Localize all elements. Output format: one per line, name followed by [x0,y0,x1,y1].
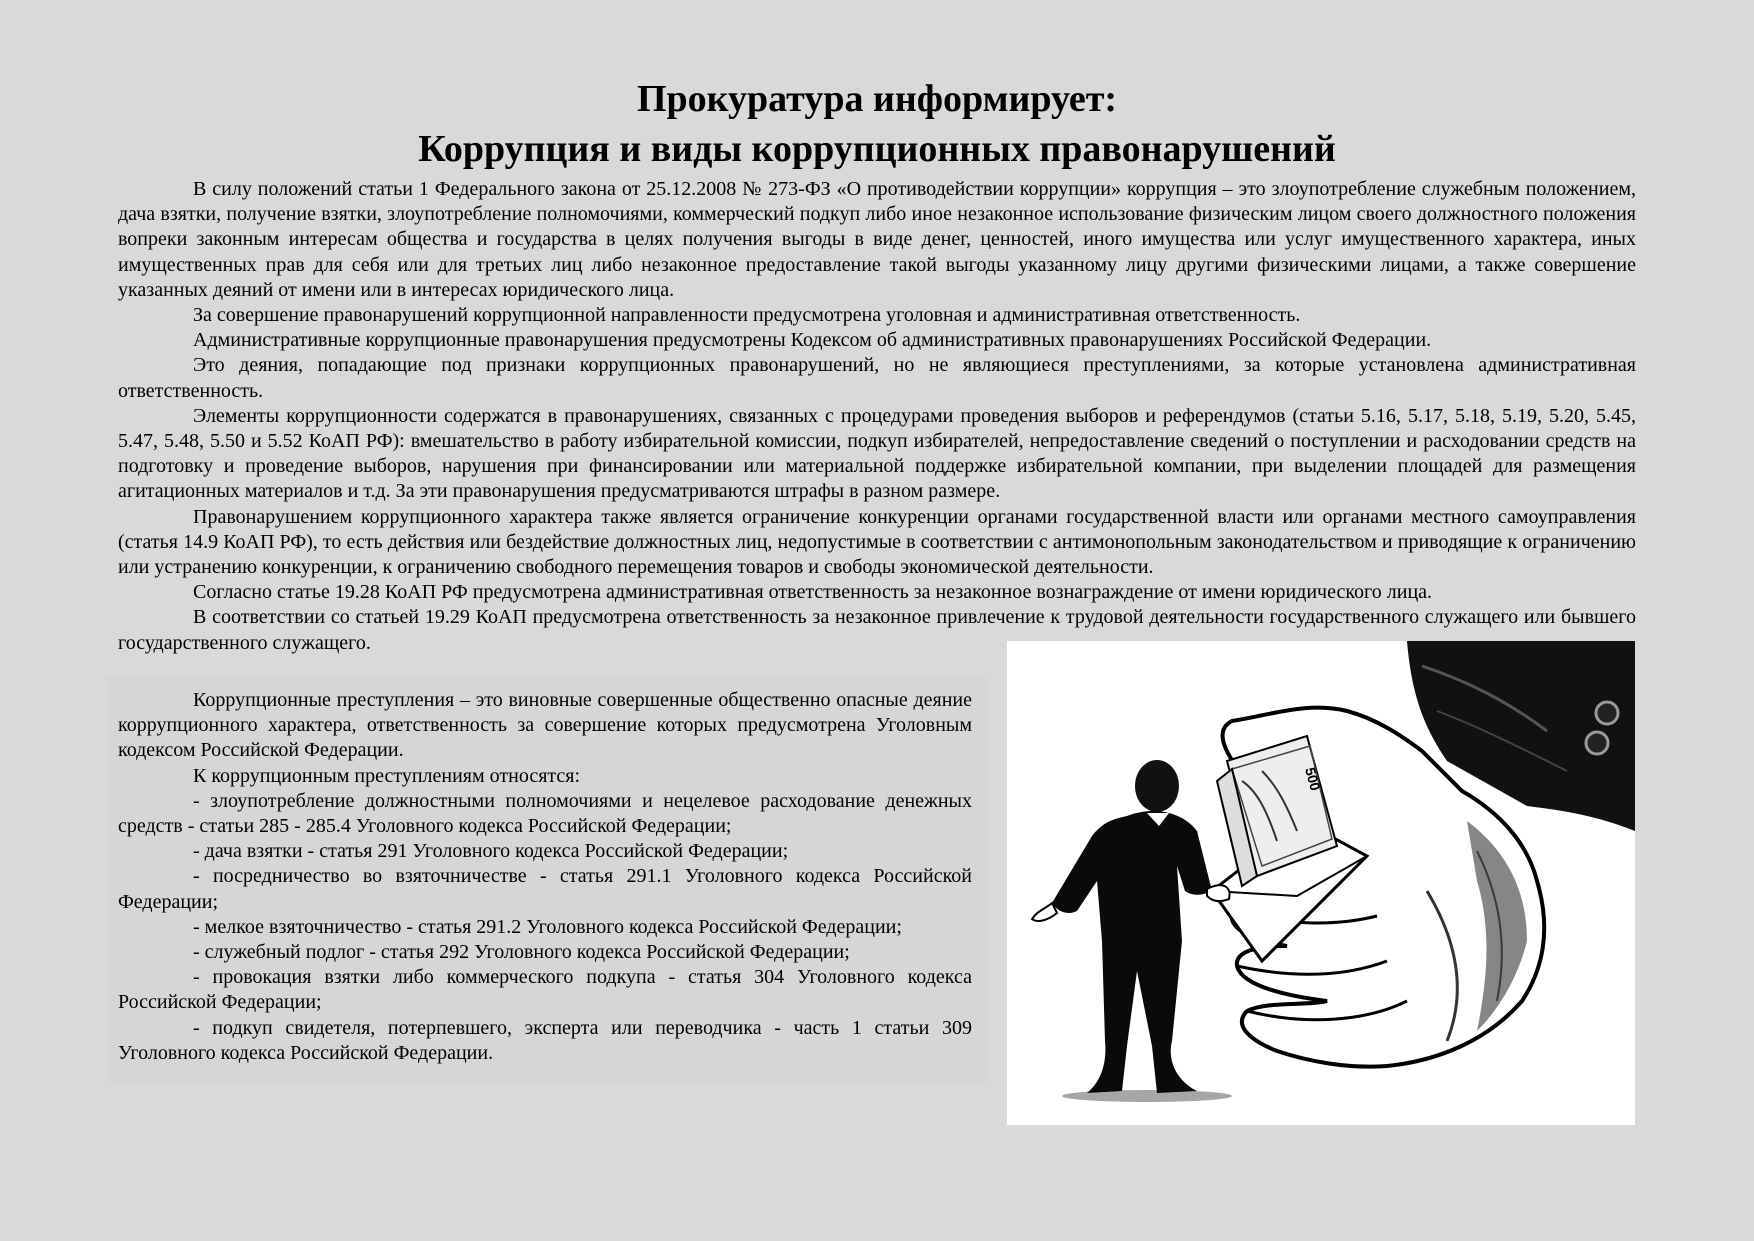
list-item: - провокация взятки либо коммерческого подкупа - статья 304 Уголовного кодекса Российской Федерации; [118,966,972,1014]
bribe-illustration [1007,641,1635,1125]
title-line-2: Коррупция и виды коррупционных правонарушений [418,128,1336,170]
list-item: - мелкое взяточничество - статья 291.2 Уголовного кодекса Российской Федерации; [193,915,902,938]
paragraph: В соответствии со статьей 19.29 КоАП предусмотрена ответственность за незаконное привлечение к трудовой деятельности государственного служащего или бывшего государственного служащего. [118,606,1636,654]
page-title [0,74,1754,174]
cuff-button [1596,702,1618,724]
paragraph: Правонарушением коррупционного характера также является ограничение конкуренции органами государственной власти или органами местного самоуправления (статья 14.9 КоАП РФ), то есть действия или бездействие должностных лиц, недопустимые в соответствии с антимонопольным законодательством и приводящие к ограничению или устранению конкуренции, к ограничению свободного перемещения товаров и свободы экономической деятельности. [118,505,1636,579]
main-body [118,177,1636,656]
cuff-button [1586,732,1608,754]
paragraph: К коррупционным преступлениям относятся: [193,764,581,787]
list-item: - служебный подлог - статья 292 Уголовного кодекса Российской Федерации; [193,941,850,964]
paragraph: В силу положений статьи 1 Федерального закона от 25.12.2008 № 273-ФЗ «О противодействии коррупции» коррупция – это злоупотребление служебным положением, дача взятки, получение взятки, злоупотребление полномочиями, коммерческий подкуп либо иное незаконное использование физическим лицом своего должностного положения вопреки законным интересам общества и государства в целях получения выгоды в виде денег, ценностей, иного имущества или услуг имущественного характера, иных имущественных прав для себя или для третьих лиц либо незаконное предоставление такой выгоды указанному лицу другими физическими лицами, а также совершение указанных деяний от имени или в интересах юридического лица. [118,178,1636,301]
paragraph: Элементы коррупционности содержатся в правонарушениях, связанных с процедурами проведения выборов и референдумов (статьи 5.16, 5.17, 5.18, 5.19, 5.20, 5.45, 5.47, 5.48, 5.50 и 5.52 КоАП РФ): вмешательство в работу избирательной комиссии, подкуп избирателей, непредоставление сведений о поступлении и расходовании средств на подготовку и проведение выборов, нарушения при финансировании или материальной поддержке избирательной компании, при выделении площадей для размещения агитационных материалов и т.д. За эти правонарушения предусматриваются штрафы в разном размере. [118,404,1636,503]
list-item: - злоупотребление должностными полномочиями и нецелевое расходование денежных средств - статьи 285 - 285.4 Уголовного кодекса Российской Федерации; [118,789,972,838]
paragraph: За совершение правонарушений коррупционной направленности предусмотрена уголовная и административная ответственность. [193,304,1301,327]
banknote-denomination: 500 [1302,765,1324,793]
crimes-section [118,688,972,1066]
title-line-1: Прокуратура информирует: [636,78,1118,120]
list-item: - подкуп свидетеля, потерпевшего, эксперта или переводчика - часть 1 статьи 309 Уголовного кодекса Российской Федерации. [118,1016,972,1064]
paragraph: Согласно статье 19.28 КоАП РФ предусмотрена административная ответственность за незаконное вознаграждение от имени юридического лица. [193,581,1433,604]
paragraph: Административные коррупционные правонарушения предусмотрены Кодексом об административных правонарушениях Российской Федерации. [193,329,1432,352]
list-item: - посредничество во взяточничестве - статья 291.1 Уголовного кодекса Российской Федерации; [118,865,972,913]
small-man-figure [1032,760,1230,1093]
paragraph: Коррупционные преступления – это виновные совершенные общественно опасные деяние коррупционного характера, ответственность за совершение которых предусмотрена Уголовным кодексом Российской Федерации. [118,689,972,762]
list-item: - дача взятки - статья 291 Уголовного кодекса Российской Федерации; [193,840,789,863]
paragraph: Это деяния, попадающие под признаки коррупционных правонарушений, но не являющиеся преступлениями, за которые установлена административная ответственность. [118,354,1636,402]
